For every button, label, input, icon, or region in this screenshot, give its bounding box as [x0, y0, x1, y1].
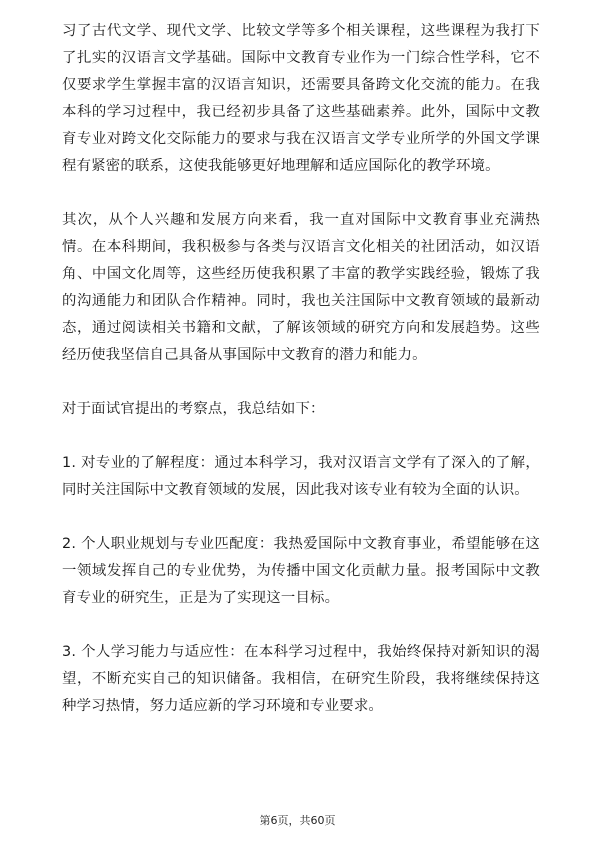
paragraph-summary-intro: 对于面试官提出的考察点，我总结如下：: [62, 401, 325, 417]
page-content: [62, 18, 540, 747]
paragraph-point-1: 1. 对专业的了解程度：通过本科学习，我对汉语言文学有了深入的了解，同时关注国际中文教育领域的发展，因此我对该专业有较为全面的认识。: [62, 455, 540, 498]
paragraph-academic-background: 习了古代文学、现代文学、比较文学等多个相关课程，这些课程为我打下了扎实的汉语言文学基础。国际中文教育专业作为一门综合性学科，它不仅要求学生掌握丰富的汉语言知识，还需要具备跨文化交流的能力。在我本科的学习过程中，我已经初步具备了这些基础素养。此外，国际中文教育专业对跨文化交际能力的要求与我在汉语言文学专业所学的外国文学课程有紧密的联系，这使我能够更好地理解和适应国际化的教学环境。: [62, 23, 540, 174]
paragraph-point-3: 3. 个人学习能力与适应性：在本科学习过程中，我始终保持对新知识的渴望，不断充实自己的知识储备。我相信，在研究生阶段，我将继续保持这种学习热情，努力适应新的学习环境和专业要求。: [62, 644, 540, 714]
paragraph-personal-interest: 其次，从个人兴趣和发展方向来看，我一直对国际中文教育事业充满热情。在本科期间，我积极参与各类与汉语言文化相关的社团活动，如汉语角、中国文化周等，这些经历使我积累了丰富的教学实践经验，锻炼了我的沟通能力和团队合作精神。同时，我也关注国际中文教育领域的最新动态，通过阅读相关书籍和文献，了解该领域的研究方向和发展趋势。这些经历使我坚信自己具备从事国际中文教育的潜力和能力。: [62, 212, 540, 363]
page-number-footer: 第6页，共60页: [259, 814, 336, 827]
paragraph-point-2: 2. 个人职业规划与专业匹配度：我热爱国际中文教育事业，希望能够在这一领域发挥自己的专业优势，为传播中国文化贡献力量。报考国际中文教育专业的研究生，正是为了实现这一目标。: [62, 536, 540, 606]
